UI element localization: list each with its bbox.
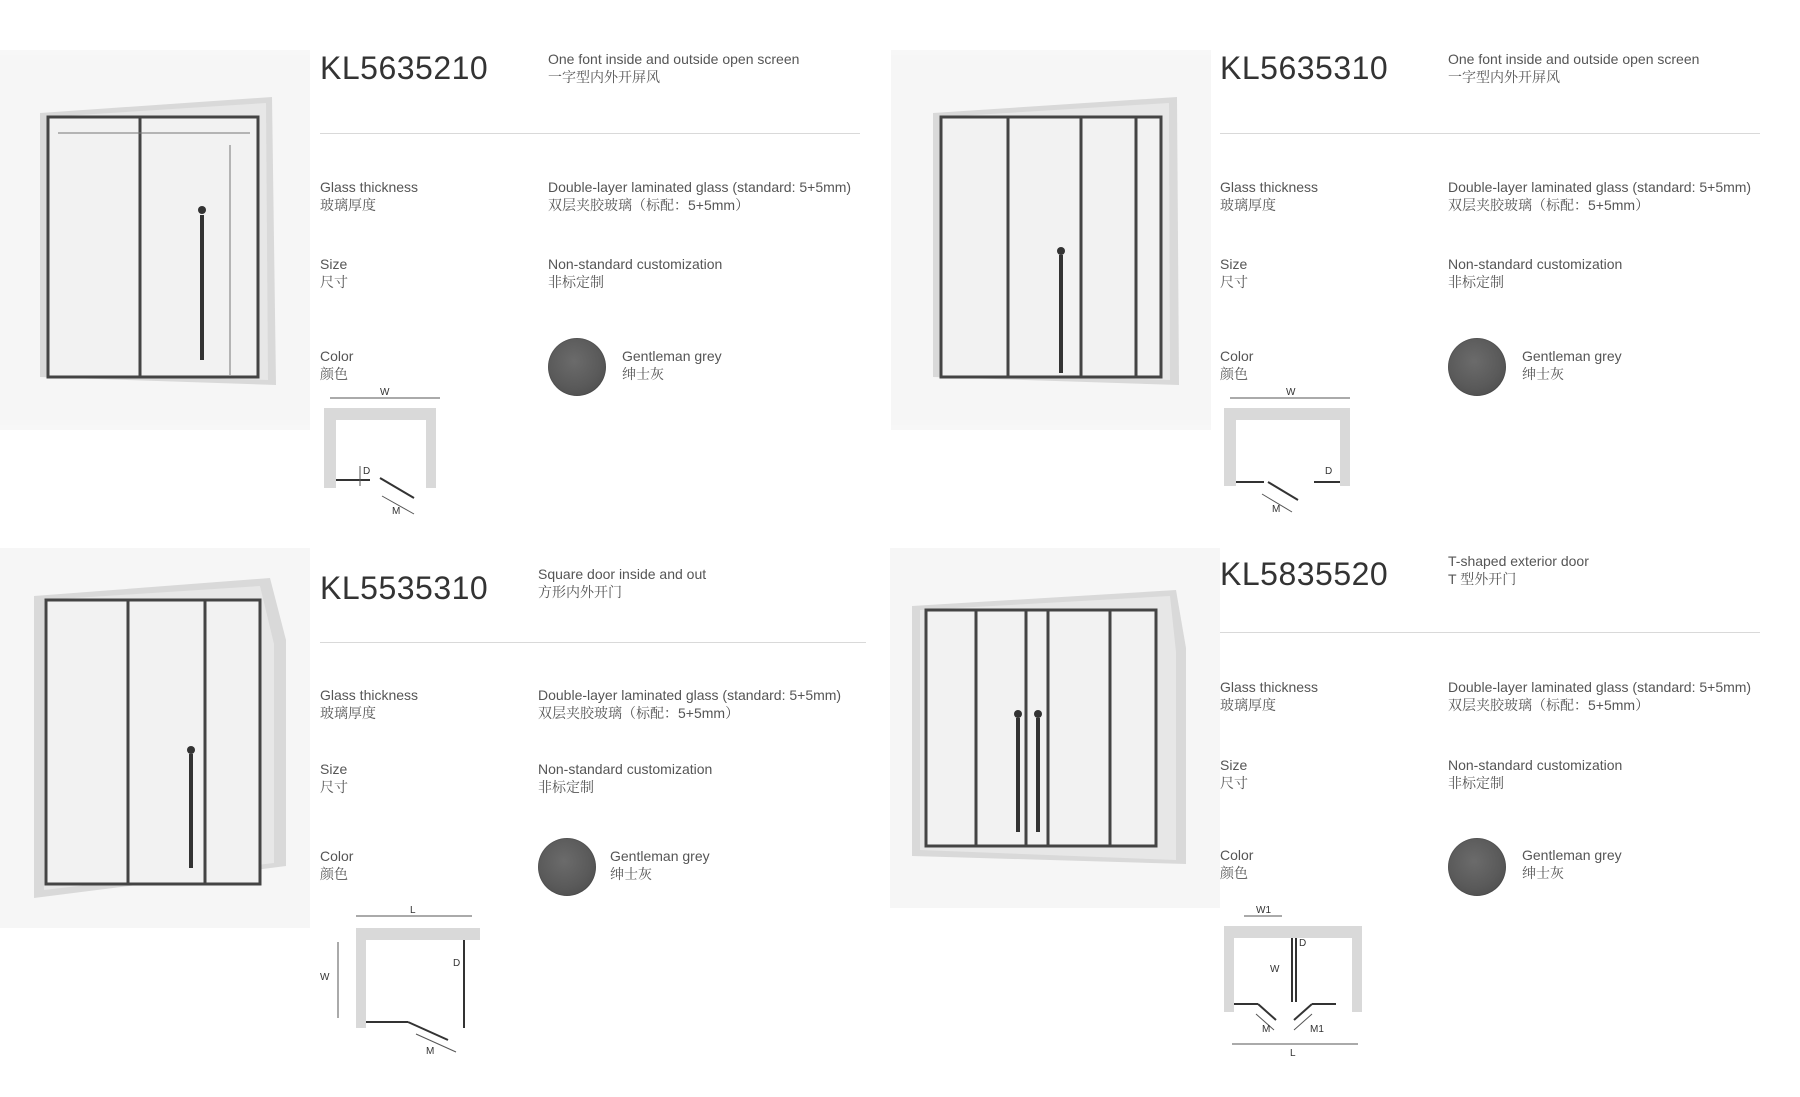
plan-label-m: M [1272, 504, 1281, 515]
size-label-en: Size [1220, 757, 1248, 773]
plan-diagram-1 [318, 387, 488, 540]
model-number: KL5635310 [1220, 50, 1389, 86]
description-cn: T 型外开门 [1448, 571, 1517, 587]
glass-label-en: Glass thickness [320, 179, 419, 195]
product-card-kl5635310 [900, 0, 1800, 548]
glass-value-cn: 双层夹胶玻璃（标配：5+5mm） [538, 705, 740, 721]
size-label-cn: 尺寸 [1220, 775, 1248, 791]
glass-label [320, 686, 418, 722]
color-swatch [548, 338, 606, 396]
glass-value [1448, 178, 1751, 214]
color-name [1522, 347, 1622, 383]
size-label [320, 255, 348, 291]
size-value-en: Non-standard customization [1448, 757, 1623, 773]
size-label-en: Size [1220, 256, 1248, 272]
color-name-cn: 绅士灰 [1522, 366, 1564, 382]
color-swatch [538, 838, 596, 896]
section-divider [320, 642, 866, 643]
size-label [1220, 255, 1248, 291]
size-value-cn: 非标定制 [1448, 274, 1504, 290]
color-label-en: Color [1220, 847, 1254, 863]
section-divider [1220, 133, 1760, 134]
product-photo-shower-enclosure [0, 548, 310, 928]
plan-label-m: M [1262, 1024, 1271, 1035]
glass-value-cn: 双层夹胶玻璃（标配：5+5mm） [1448, 697, 1650, 713]
shower-render-3 [0, 548, 310, 928]
description-en: One font inside and outside open screen [548, 51, 800, 67]
product-card-kl5835520 [900, 548, 1800, 1096]
description-en: Square door inside and out [538, 566, 707, 582]
size-value [1448, 756, 1622, 792]
glass-value-en: Double-layer laminated glass (standard: 5+5mm) [1448, 179, 1752, 195]
size-value-cn: 非标定制 [538, 779, 594, 795]
size-value-en: Non-standard customization [538, 761, 713, 777]
product-description [538, 565, 706, 601]
color-label [320, 347, 353, 383]
glass-label-en: Glass thickness [1220, 679, 1319, 695]
plan-label-m: M [426, 1046, 435, 1057]
plan-diagram-2 [1218, 387, 1388, 540]
size-value-cn: 非标定制 [548, 274, 604, 290]
size-label [320, 760, 348, 796]
plan-label-w1: W1 [1256, 905, 1271, 916]
size-value-en: Non-standard customization [548, 256, 723, 272]
glass-value-en: Double-layer laminated glass (standard: 5+5mm) [538, 687, 842, 703]
color-name [610, 847, 710, 883]
size-value [548, 255, 722, 291]
glass-value [538, 686, 841, 722]
plan-label-l: L [1290, 1048, 1296, 1059]
description-cn: 一字型内外开屏风 [1448, 69, 1560, 85]
color-name-cn: 绅士灰 [622, 366, 664, 382]
color-label-cn: 颜色 [1220, 366, 1248, 382]
product-description [1448, 552, 1589, 588]
color-label [1220, 846, 1253, 882]
plan-label-m: M [392, 506, 401, 517]
color-label-cn: 颜色 [1220, 865, 1248, 881]
size-label [1220, 756, 1248, 792]
plan-label-w: W [380, 387, 390, 398]
plan-label-d: D [453, 958, 461, 969]
product-description [548, 50, 799, 86]
model-number: KL5535310 [320, 570, 489, 606]
color-name-en: Gentleman grey [622, 348, 722, 364]
section-divider [1220, 632, 1760, 633]
glass-label-en: Glass thickness [1220, 179, 1319, 195]
glass-value [1448, 678, 1751, 714]
color-name-cn: 绅士灰 [1522, 865, 1564, 881]
size-value-cn: 非标定制 [1448, 775, 1504, 791]
shower-render-2 [891, 50, 1211, 430]
glass-label-cn: 玻璃厚度 [320, 705, 376, 721]
section-divider [320, 133, 860, 134]
color-name [1522, 846, 1622, 882]
plan-diagram-3 [318, 905, 498, 1078]
glass-label-cn: 玻璃厚度 [1220, 197, 1276, 213]
model-number: KL5635210 [320, 50, 489, 86]
model-number: KL5835520 [1220, 556, 1389, 592]
color-label-cn: 颜色 [320, 866, 348, 882]
description-en: T-shaped exterior door [1448, 553, 1589, 569]
floor-plan [318, 387, 488, 540]
color-label [320, 847, 353, 883]
floor-plan [1218, 905, 1388, 1059]
description-cn: 方形内外开门 [538, 584, 622, 600]
glass-value-en: Double-layer laminated glass (standard: 5+5mm) [1448, 679, 1752, 695]
plan-label-w: W [1270, 964, 1280, 975]
size-value [538, 760, 712, 796]
product-card-kl5635210 [0, 0, 900, 548]
color-name-cn: 绅士灰 [610, 866, 652, 882]
color-label-en: Color [320, 348, 354, 364]
glass-value-cn: 双层夹胶玻璃（标配：5+5mm） [1448, 197, 1650, 213]
glass-label [1220, 678, 1318, 714]
color-swatch [1448, 838, 1506, 896]
shower-render-4 [890, 548, 1220, 908]
glass-label-en: Glass thickness [320, 687, 419, 703]
product-card-kl5535310 [0, 548, 900, 1096]
color-name-en: Gentleman grey [610, 848, 710, 864]
size-label-cn: 尺寸 [320, 274, 348, 290]
size-label-cn: 尺寸 [320, 779, 348, 795]
plan-label-d: D [363, 466, 371, 477]
description-en: One font inside and outside open screen [1448, 51, 1700, 67]
shower-render-1 [0, 50, 310, 430]
glass-label [320, 178, 418, 214]
plan-label-d: D [1325, 466, 1333, 477]
size-label-cn: 尺寸 [1220, 274, 1248, 290]
size-label-en: Size [320, 256, 348, 272]
glass-value-cn: 双层夹胶玻璃（标配：5+5mm） [548, 197, 750, 213]
plan-label-w: W [320, 972, 330, 983]
product-photo-shower-enclosure [0, 50, 310, 430]
plan-label-d: D [1299, 938, 1307, 949]
floor-plan [1218, 387, 1388, 540]
color-swatch [1448, 338, 1506, 396]
color-name-en: Gentleman grey [1522, 348, 1622, 364]
glass-label-cn: 玻璃厚度 [320, 197, 376, 213]
color-label-en: Color [1220, 348, 1254, 364]
color-name [622, 347, 722, 383]
glass-label-cn: 玻璃厚度 [1220, 697, 1276, 713]
plan-label-m1: M1 [1310, 1024, 1324, 1035]
color-label [1220, 347, 1253, 383]
color-name-en: Gentleman grey [1522, 847, 1622, 863]
color-label-en: Color [320, 848, 354, 864]
description-cn: 一字型内外开屏风 [548, 69, 660, 85]
plan-label-w: W [1286, 387, 1296, 398]
size-value-en: Non-standard customization [1448, 256, 1623, 272]
glass-label [1220, 178, 1318, 214]
product-photo-shower-enclosure [891, 50, 1211, 430]
glass-value [548, 178, 851, 214]
size-label-en: Size [320, 761, 348, 777]
color-label-cn: 颜色 [320, 366, 348, 382]
floor-plan [318, 905, 498, 1078]
plan-label-l: L [410, 905, 416, 916]
glass-value-en: Double-layer laminated glass (standard: 5+5mm) [548, 179, 852, 195]
size-value [1448, 255, 1622, 291]
plan-diagram-4 [1218, 905, 1388, 1059]
product-description [1448, 50, 1699, 86]
product-photo-shower-enclosure [890, 548, 1220, 908]
